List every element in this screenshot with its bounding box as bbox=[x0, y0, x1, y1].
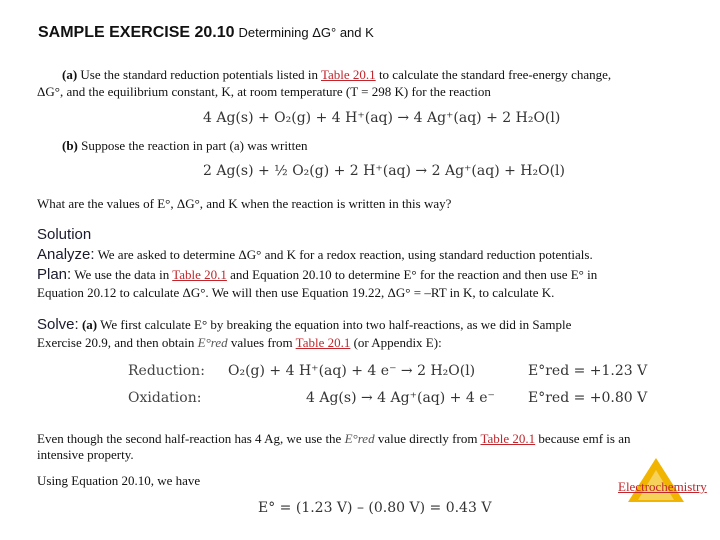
solve-line-2 bbox=[37, 334, 442, 352]
analyze-label: Analyze: bbox=[37, 246, 95, 263]
note-text-2: value directly from bbox=[377, 431, 478, 446]
table-20-1-link[interactable]: Table 20.1 bbox=[321, 67, 376, 82]
plan-label: Plan: bbox=[37, 266, 72, 283]
part-b-line bbox=[62, 137, 308, 155]
exercise-subtitle: Determining ΔG° and K bbox=[238, 25, 374, 40]
note-table-link[interactable]: Table 20.1 bbox=[480, 431, 536, 446]
analyze-text: We are asked to determine ΔG° and K for a redox reaction, using standard reduction potentials. bbox=[97, 247, 593, 262]
part-a-text-2: to calculate the standard free-energy change, bbox=[378, 67, 612, 82]
part-b-text: Suppose the reaction in part (a) was written bbox=[81, 138, 308, 153]
oxidation-potential: E°red = +0.80 V bbox=[528, 390, 648, 406]
solve-label: Solve: bbox=[37, 316, 79, 333]
plan-text-3: Equation 20.12 to calculate ΔG°. We will then use Equation 19.22, ΔG° = –RT in K, to calculate K. bbox=[37, 285, 555, 300]
note-line-2: intensive property. bbox=[37, 447, 134, 462]
solve-table-link[interactable]: Table 20.1 bbox=[295, 335, 351, 350]
analyze-line bbox=[37, 246, 593, 264]
part-a-line2: ΔG°, and the equilibrium constant, K, at room temperature (T = 298 K) for the reaction bbox=[37, 84, 491, 99]
solve-text-2c: (or Appendix E): bbox=[353, 335, 442, 350]
part-a-label: (a) bbox=[62, 67, 78, 82]
final-equation: E° = (1.23 V) – (0.80 V) = 0.43 V bbox=[258, 500, 492, 516]
using-text: Using Equation 20.10, we have bbox=[37, 473, 201, 488]
solve-text-2b: values from bbox=[230, 335, 293, 350]
solve-text-1: We first calculate E° by breaking the equation into two half-reactions, as we did in Sample bbox=[100, 317, 572, 332]
note-text-1: Even though the second half-reaction has 4 Ag, we use the bbox=[37, 431, 342, 446]
plan-line bbox=[37, 266, 597, 284]
part-a-text-1: Use the standard reduction potentials listed in bbox=[80, 67, 318, 82]
solve-part-a: (a) bbox=[81, 317, 98, 332]
page-title bbox=[38, 24, 374, 42]
exercise-title: SAMPLE EXERCISE 20.10 bbox=[38, 24, 235, 41]
part-a-line1 bbox=[62, 66, 611, 84]
note-text-3: because emf is an bbox=[538, 431, 631, 446]
solution-heading: Solution bbox=[37, 226, 92, 243]
electrochemistry-logo-link[interactable]: Electrochemistry bbox=[618, 479, 707, 494]
plan-text-2: and Equation 20.10 to determine E° for the reaction and then use E° in bbox=[230, 267, 598, 282]
part-b-equation: 2 Ag(s) + ½ O₂(g) + 2 H⁺(aq) → 2 Ag⁺(aq) + H₂O(l) bbox=[203, 163, 565, 179]
plan-table-link[interactable]: Table 20.1 bbox=[172, 267, 227, 282]
part-b-label: (b) bbox=[62, 138, 78, 153]
oxidation-label: Oxidation: bbox=[128, 390, 202, 406]
part-a-equation: 4 Ag(s) + O₂(g) + 4 H⁺(aq) → 4 Ag⁺(aq) + 2 H₂O(l) bbox=[203, 110, 561, 126]
oxidation-equation: 4 Ag(s) → 4 Ag⁺(aq) + 4 e⁻ bbox=[306, 390, 495, 406]
reduction-potential: E°red = +1.23 V bbox=[528, 363, 648, 379]
reduction-equation: O₂(g) + 4 H⁺(aq) + 4 e⁻ → 2 H₂O(l) bbox=[228, 363, 476, 379]
solve-text-2a: Exercise 20.9, and then obtain bbox=[37, 335, 195, 350]
e-red-symbol: E°red bbox=[197, 335, 228, 350]
reduction-label: Reduction: bbox=[128, 363, 205, 379]
plan-text-1: We use the data in bbox=[74, 267, 170, 282]
note-e-red-symbol: E°red bbox=[344, 431, 375, 446]
part-b-question: What are the values of E°, ΔG°, and K when the reaction is written in this way? bbox=[37, 196, 452, 211]
solve-line bbox=[37, 316, 571, 334]
